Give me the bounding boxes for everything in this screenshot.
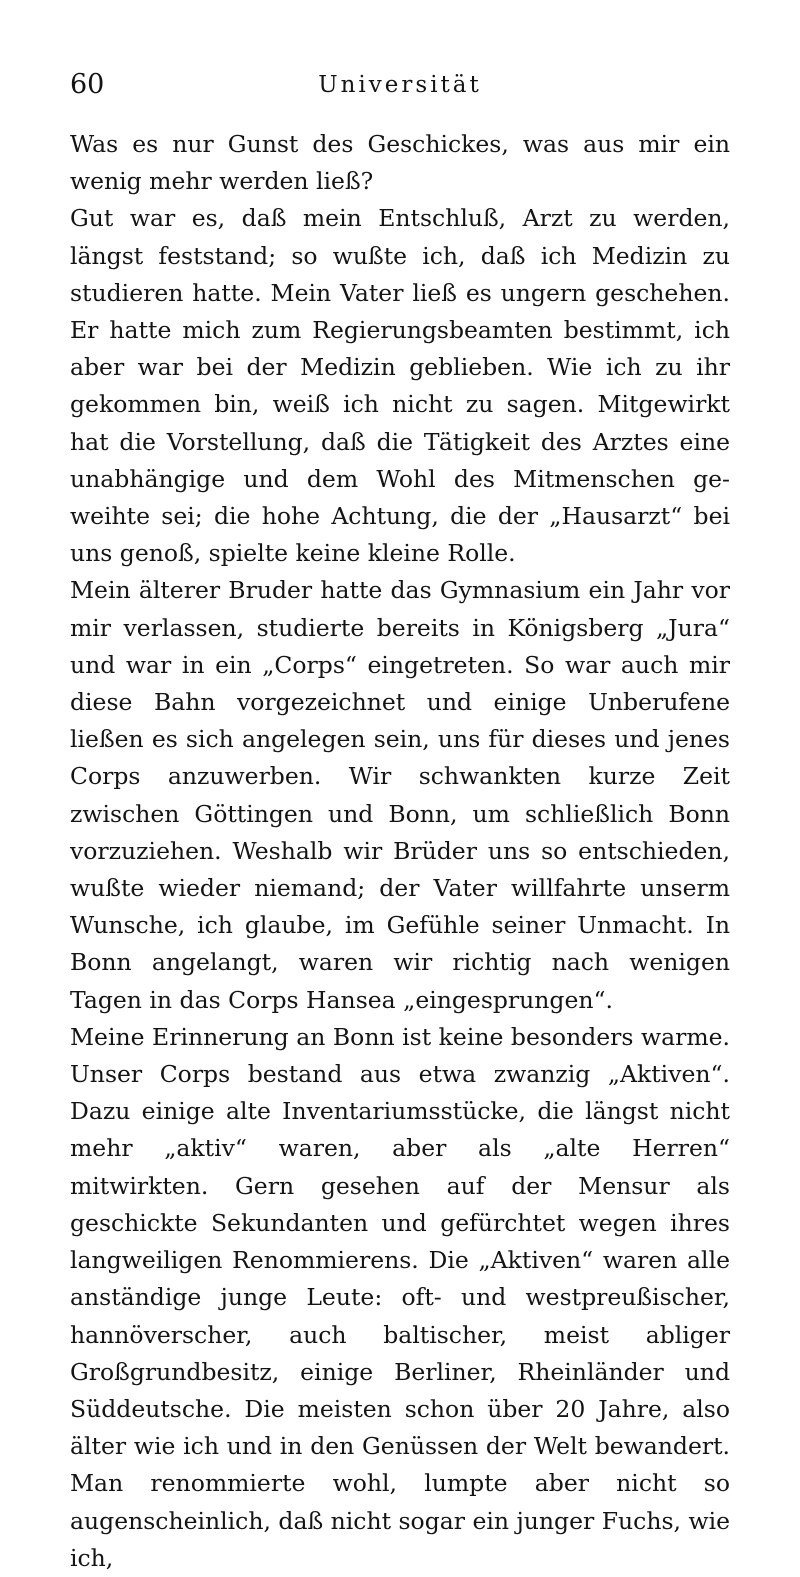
paragraph: Meine Erinnerung an Bonn ist keine besonders warme. Unser Corps bestand aus etwa zwanzig „Aktiven“. Dazu einige alte Inventariumsstücke, die längst nicht mehr „aktiv“ waren, aber als „alte Herren“ mitwirkten. Gern gesehen auf der Mensur als geschickte Sekundanten und gefürchtet wegen ihres langweiligen Renommierens. Die „Aktiven“ waren alle anständige junge Leute: oft- und westpreußischer, hannöverscher, auch baltischer, meist abliger Großgrundbesitz, einige Berliner, Rheinländer und Süddeutsche. Die meisten schon über 20 Jahre, also älter wie ich und in den Genüssen der Welt bewandert. Man renommierte wohl, lumpte aber nicht so augenscheinlich, daß nicht sogar ein junger Fuchs, wie ich, [70,1022,730,1572]
paragraph: Gut war es, daß mein Entschluß, Arzt zu werden, längst feststand; so wußte ich, daß ich Medizin zu studieren hatte. Mein Vater ließ es ungern geschehen. Er hatte mich zum Regierungsbeamten bestimmt, ich aber war bei der Medizin geblieben. Wie ich zu ihr gekommen bin, weiß ich nicht zu sagen. Mitgewirkt hat die Vorstellung, daß die Tätigkeit des Arztes eine unabhängige und dem Wohl des Mitmenschen geweihte sei; die hohe Achtung, die der „Hausarzt“ bei uns genoß, spielte keine kleine Rolle. [70,204,730,568]
paragraph: Mein älterer Bruder hatte das Gymnasium ein Jahr vor mir verlassen, studierte bereits in Königsberg „Jura“ und war in ein „Corps“ eingetreten. So war auch mir diese Bahn vorgezeichnet und einige Unberufene ließen es sich angelegen sein, uns für dieses und jenes Corps anzuwerben. Wir schwankten kurze Zeit zwischen Göttingen und Bonn, um schließlich Bonn vorzuziehen. Weshalb wir Brüder uns so entschieden, wußte wieder niemand; der Vater willfahrte unserm Wunsche, ich glaube, im Gefühle seiner Unmacht. In Bonn angelangt, waren wir richtig nach wenigen Tagen in das Corps Hansea „eingesprungen“. [70,576,730,1014]
paragraph: Was es nur Gunst des Geschickes, was aus mir ein wenig mehr werden ließ? [70,130,730,196]
page-number: 60 [70,69,105,100]
running-title: Universität [318,72,482,98]
body-text [70,126,730,1577]
running-head [70,68,730,108]
